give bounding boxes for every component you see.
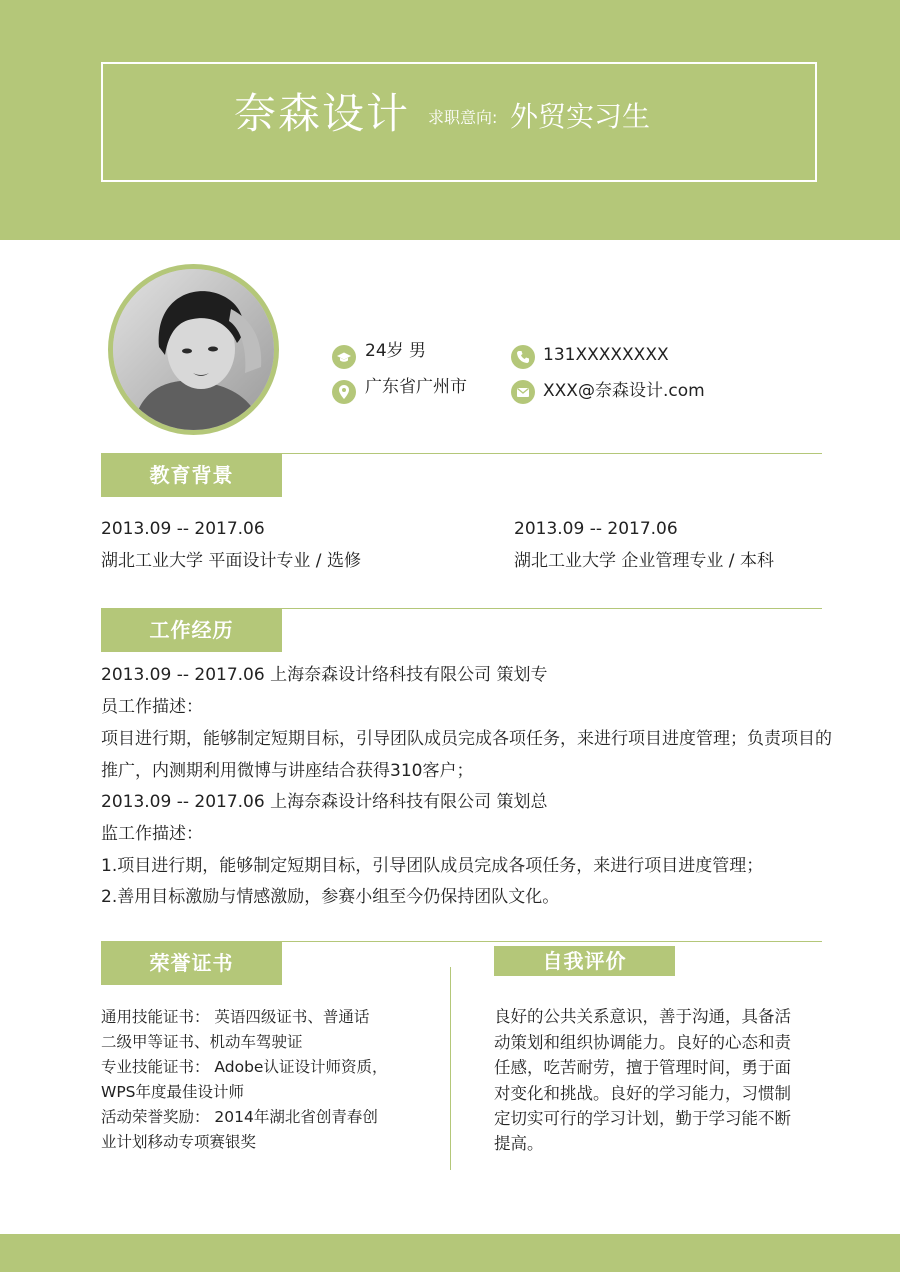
work-line: 2013.09 -- 2017.06 上海奈森设计络科技有限公司 策划总 — [101, 792, 548, 812]
work-line: 2.善用目标激励与情感激励，参赛小组至今仍保持团队文化。 — [101, 887, 560, 907]
honors-line: 业计划移动专项赛银奖 — [101, 1133, 257, 1151]
honors-line: 通用技能证书： 英语四级证书、普通话 — [101, 1008, 370, 1026]
candidate-name: 奈森设计 — [234, 89, 411, 138]
job-intent-label: 求职意向: — [428, 108, 498, 127]
self-evaluation-line: 任感，吃苦耐劳，擅于管理时间，勇于面 — [494, 1058, 791, 1077]
self-evaluation-line: 提高。 — [494, 1134, 544, 1153]
footer-band — [0, 1234, 900, 1272]
work-line: 监工作描述： — [101, 824, 203, 844]
self-evaluation-line: 良好的公共关系意识，善于沟通，具备活 — [494, 1007, 791, 1026]
work-heading: 工作经历 — [101, 609, 282, 652]
column-divider — [450, 967, 451, 1170]
education-heading: 教育背景 — [101, 454, 282, 497]
education-period-1: 2013.09 -- 2017.06 — [101, 519, 265, 539]
honors-line: 活动荣誉奖励： 2014年湖北省创青春创 — [101, 1108, 378, 1126]
self-evaluation-heading: 自我评价 — [494, 946, 675, 976]
education-detail-2: 湖北工业大学 企业管理专业 / 本科 — [514, 551, 774, 571]
self-evaluation-line: 定切实可行的学习计划，勤于学习能不断 — [494, 1109, 791, 1128]
work-line: 推广，内测期利用微博与讲座结合获得310客户； — [101, 761, 474, 781]
education-detail-1: 湖北工业大学 平面设计专业 / 选修 — [101, 551, 361, 571]
work-line: 项目进行期，能够制定短期目标，引导团队成员完成各项任务，来进行项目进度管理；负责项目的 — [101, 729, 832, 749]
location: 广东省广州市 — [365, 377, 467, 397]
work-line: 1.项目进行期，能够制定短期目标，引导团队成员完成各项任务，来进行项目进度管理； — [101, 856, 764, 876]
age-gender: 24岁 男 — [365, 341, 427, 361]
phone-icon — [511, 345, 535, 369]
honors-heading: 荣誉证书 — [101, 942, 282, 985]
self-evaluation-line: 动策划和组织协调能力。良好的心态和责 — [494, 1033, 791, 1052]
profile-photo — [108, 264, 279, 435]
work-line: 员工作描述： — [101, 697, 203, 717]
job-intent-value: 外贸实习生 — [510, 100, 651, 133]
location-pin-icon — [332, 380, 356, 404]
email-address: XXX@奈森设计.com — [543, 381, 705, 401]
honors-line: 二级甲等证书、机动车驾驶证 — [101, 1033, 303, 1051]
self-evaluation-line: 对变化和挑战。良好的学习能力，习惯制 — [494, 1084, 791, 1103]
phone-number: 131XXXXXXXX — [543, 345, 669, 365]
work-line: 2013.09 -- 2017.06 上海奈森设计络科技有限公司 策划专 — [101, 665, 548, 685]
mail-icon — [511, 380, 535, 404]
honors-line: 专业技能证书： Adobe认证设计师资质， — [101, 1058, 388, 1076]
portrait-image — [113, 269, 274, 430]
honors-line: WPS年度最佳设计师 — [101, 1083, 245, 1101]
graduation-cap-icon — [332, 345, 356, 369]
education-period-2: 2013.09 -- 2017.06 — [514, 519, 678, 539]
